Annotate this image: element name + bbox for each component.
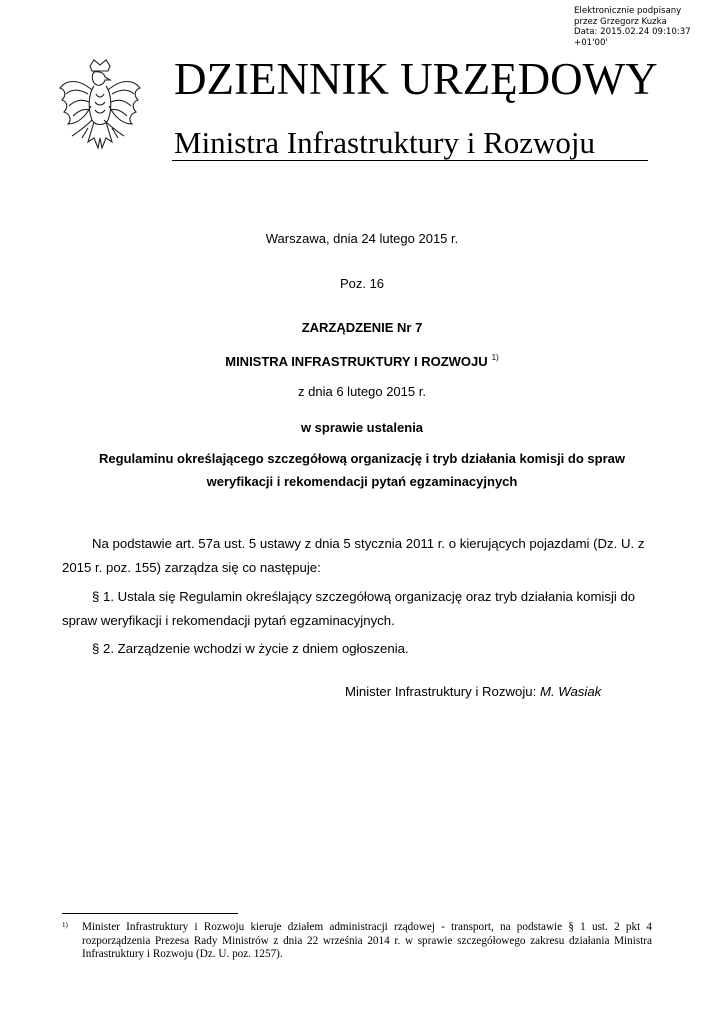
signature-name: M. Wasiak — [539, 684, 602, 699]
minister-signature — [345, 684, 601, 700]
eagle-emblem-icon — [58, 58, 142, 168]
signature-line-1: Elektronicznie podpisany — [574, 6, 682, 16]
footnote — [62, 921, 652, 962]
footnote-separator — [62, 913, 238, 914]
preamble: Na podstawie art. 57a ust. 5 ustawy z dnia 5 stycznia 2011 r. o kierujących pojazdami (Dz. U. z 2015 r. poz. 155) zarządza się co następuje: — [62, 536, 645, 575]
issuer-footnote-ref: 1) — [491, 353, 499, 362]
section-1: § 1. Ustala się Regulamin określający szczegółową organizację oraz tryb działania komisji do spraw weryfikacji i rekomendacji pytań egzaminacyjnych. — [62, 589, 636, 628]
journal-title: DZIENNIK URZĘDOWY — [174, 54, 658, 104]
subject-line-1: Regulaminu określającego szczegółową organizację i tryb działania komisji do spraw — [99, 451, 625, 466]
position-number: Poz. 16 — [339, 276, 385, 291]
section-2: § 2. Zarządzenie wchodzi w życie z dniem ogłoszenia. — [92, 641, 409, 656]
electronic-signature-stamp — [574, 6, 720, 48]
subject-intro: w sprawie ustalenia — [300, 420, 424, 435]
signature-line-3: Data: 2015.02.24 09:10:37 — [574, 27, 691, 38]
footnote-mark: 1) — [62, 921, 68, 929]
journal-subtitle: Ministra Infrastruktury i Rozwoju — [174, 125, 596, 160]
signature-line-4: +01'00' — [574, 37, 608, 48]
act-date: z dnia 6 lutego 2015 r. — [298, 384, 426, 399]
place-date: Warszawa, dnia 24 lutego 2015 r. — [265, 231, 459, 246]
signature-line-2: przez Grzegorz Kuzka — [574, 16, 667, 27]
subject-line-2: weryfikacji i rekomendacji pytań egzaminacyjnych — [206, 474, 518, 489]
issuer: MINISTRA INFRASTRUKTURY I ROZWOJU — [225, 354, 488, 369]
title-underline — [172, 160, 648, 161]
act-title: ZARZĄDZENIE Nr 7 — [301, 320, 423, 335]
footnote-text: Minister Infrastruktury i Rozwoju kieruje działem administracji rządowej - transport, na podstawie § 1 ust. 2 pkt 4 rozporządzenia Prezesa Rady Ministrów z dnia 22 września 2014 r. w sprawie szczegółowego zakresu działania Ministra Infrastruktury i Rozwoju (Dz. U. poz. 1257). — [82, 921, 652, 961]
signature-title: Minister Infrastruktury i Rozwoju: — [345, 684, 537, 699]
issuer-line — [0, 350, 724, 370]
